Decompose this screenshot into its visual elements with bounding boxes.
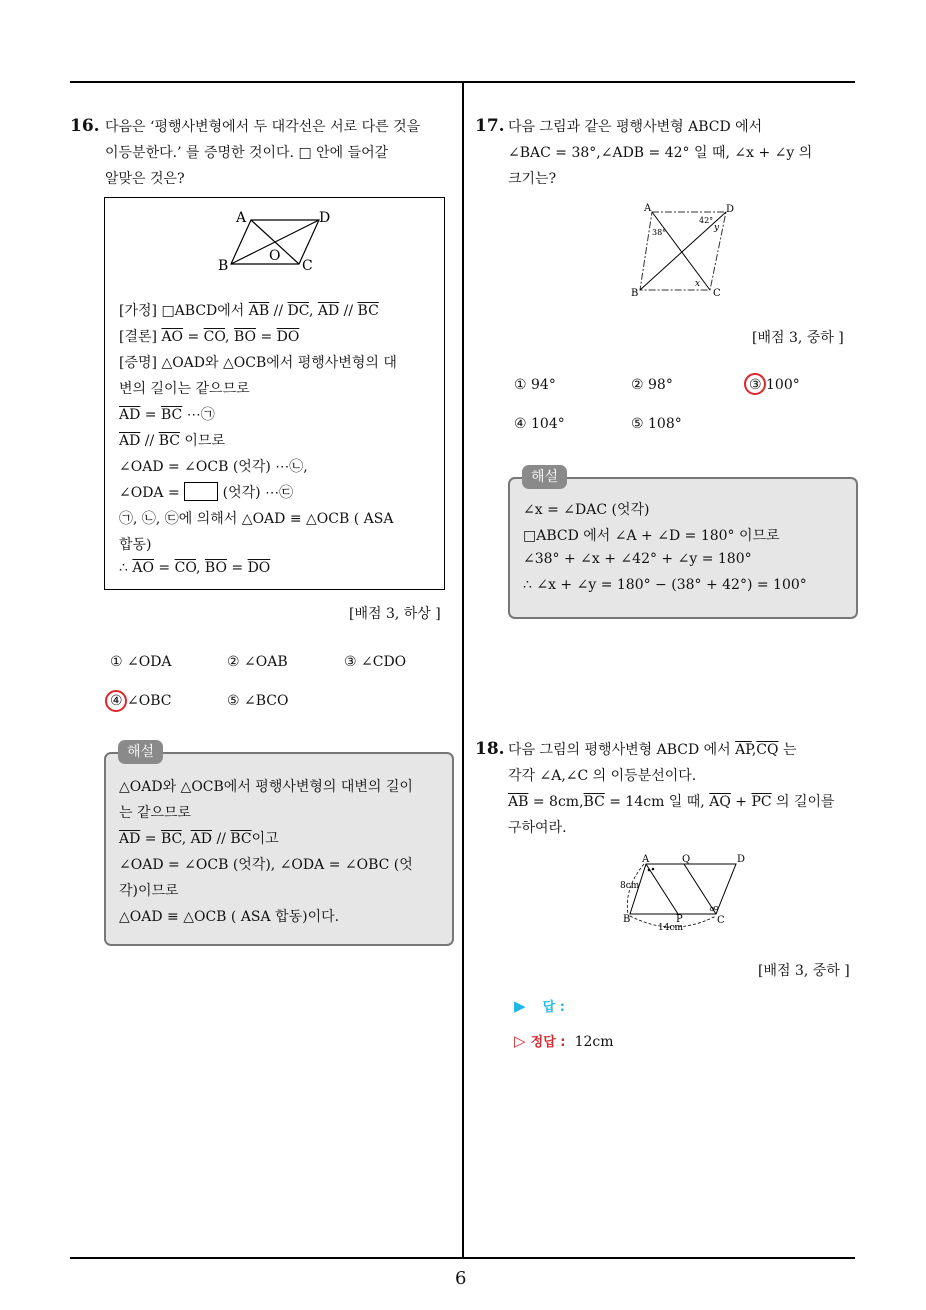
q17-stem (508, 114, 812, 192)
q17-choice-1[interactable]: ① 94° (514, 377, 556, 393)
q16-proof-step2: $\overline{AD} // \overline{BC}$ 이므로 (119, 433, 225, 449)
q16-proof-step4: ∠ODA = (엇각) ⋯㉢ (119, 482, 293, 502)
q18-label-D: D (737, 854, 746, 865)
q17-label-A: A (644, 203, 652, 214)
q18-correct-row (514, 1031, 614, 1050)
q17-angle-x: x (695, 279, 701, 289)
q16-sol-line6: △OAD ≡ △OCB ( ASA 합동)이다. (119, 909, 340, 925)
q18-line1: 다음 그림의 평행사변형 ABCD 에서 $\overline{AP},\overline{CQ}$ 는 (508, 742, 797, 758)
q16-proof-therefore: ∴ $\overline{AO} = \overline{CO}$, $\overline{BO} = \overline{DO}$ (119, 560, 271, 576)
q16-choice-5[interactable]: ⑤ ∠BCO (227, 693, 289, 709)
q18-score: [배점 3, 중하 ] (758, 963, 850, 979)
q17-choice-4[interactable]: ④ 104° (514, 416, 565, 432)
q16-proof-box (104, 197, 445, 590)
q17-solution-box (508, 477, 858, 619)
q16-label-A: A (236, 210, 247, 226)
q17-parallelogram-figure (628, 200, 748, 300)
q18-side-length: 8cm (620, 881, 640, 891)
q18-label-Q: Q (682, 854, 691, 865)
q18-label-B: B (623, 914, 631, 925)
q16-proof-step3: ∠OAD = ∠OCB (엇각) ⋯㉡, (119, 459, 308, 475)
q17-choice-3[interactable]: ③ 100° (749, 377, 800, 393)
q16-proof-step5: ㉠, ㉡, ㉢에 의해서 △OAD ≡ △OCB ( ASA (119, 511, 394, 527)
q18-stem (508, 737, 835, 841)
q17-line3: 크기는? (508, 171, 557, 187)
q16-line1: 다음은 ‘평행사변형에서 두 대각선은 서로 다른 것을 (105, 119, 421, 135)
q17-score: [배점 3, 중하 ] (752, 330, 844, 346)
q17-sol-line4: ∴ ∠x + ∠y = 180° − (38° + 42°) = 100° (523, 577, 807, 593)
q16-score: [배점 3, 하상 ] (349, 606, 441, 622)
q16-choice-4[interactable]: ④ ∠OBC (110, 693, 172, 709)
q18-label-A: A (642, 854, 650, 865)
q18-answer-label: 답 : (542, 1000, 565, 1015)
q16-conclusion: [결론] $\overline{AO} = \overline{CO}$, $\overline{BO} = \overline{DO}$ (119, 329, 300, 345)
q16-label-D: D (319, 210, 331, 226)
q17-angle-42: 42° (699, 216, 714, 225)
q17-sol-line2: □ABCD 에서 ∠A + ∠D = 180° 이므로 (523, 528, 780, 544)
q18-line3: $\overline{AB} = 8cm,\overline{BC} = 14cm$ 일 때, $\overline{AQ} + \overline{PC}$ 의 길이를 (508, 794, 835, 810)
q18-line2: 각각 ∠A,∠C 의 이등분선이다. (508, 768, 697, 784)
q18-base-length: 14cm (658, 923, 684, 933)
q18-correct-label: 정답 : (530, 1035, 566, 1050)
q16-choice-3[interactable]: ③ ∠CDO (344, 654, 407, 670)
q16-proof-2: 변의 길이는 같으므로 (119, 381, 250, 397)
bottom-rule (70, 1257, 855, 1259)
q16-answer-mark (105, 690, 127, 712)
q16-stem (105, 114, 420, 192)
q16-solution-tag: 해설 (118, 740, 163, 764)
q18-line4: 구하여라. (508, 820, 567, 836)
q18-label-C: C (717, 915, 725, 926)
q17-choice-2[interactable]: ② 98° (631, 377, 673, 393)
q16-sol-line1: △OAD와 △OCB에서 평행사변형의 대변의 길이 (119, 779, 413, 795)
q16-line2: 이등분한다.’ 를 증명한 것이다. □ 안에 들어갈 (105, 145, 389, 161)
q17-line1: 다음 그림과 같은 평행사변형 ABCD 에서 (508, 119, 763, 135)
q16-choice-2[interactable]: ② ∠OAB (227, 654, 288, 670)
q16-sol-line3: $\overline{AD} = \overline{BC}$, $\overline{AD} // \overline{BC}$이고 (119, 831, 279, 847)
q16-choice-1[interactable]: ① ∠ODA (110, 654, 172, 670)
q16-label-C: C (302, 258, 313, 274)
q17-angle-y: y (714, 223, 720, 233)
q17-label-B: B (631, 288, 639, 299)
q17-answer-mark (744, 373, 766, 395)
q16-assume: [가정] □ABCD에서 $\overline{AB} // \overline{DC}$, $\overline{AD} // \overline{BC}$ (119, 303, 379, 319)
page-number: 6 (455, 1268, 467, 1289)
q16-answer-blank (184, 482, 218, 501)
q17-label-C: C (713, 288, 721, 299)
q16-sol-line4: ∠OAD = ∠OCB (엇각), ∠ODA = ∠OBC (엇 (119, 857, 413, 873)
q18-parallelogram-figure (618, 848, 758, 936)
q17-number: 17. (475, 116, 505, 136)
q17-solution-tag: 해설 (522, 465, 567, 489)
q16-proof-1: [증명] △OAD와 △OCB에서 평행사변형의 대 (119, 355, 397, 371)
q18-number: 18. (475, 739, 505, 759)
q16-sol-line2: 는 같으므로 (119, 805, 192, 821)
q16-sol-line5: 각)이므로 (119, 883, 179, 899)
q16-label-B: B (218, 258, 229, 274)
q16-parallelogram-figure (215, 206, 335, 276)
arrow-icon: ▶ (514, 997, 526, 1015)
q16-label-O: O (269, 248, 281, 264)
q18-answer-row (514, 996, 565, 1015)
q16-proof-step1: $\overline{AD} = \overline{BC}$ ⋯㉠ (119, 407, 215, 423)
q17-angle-38: 38° (652, 228, 667, 237)
q17-line2: ∠BAC = 38°,∠ADB = 42° 일 때, ∠x + ∠y 의 (508, 145, 813, 161)
q18-label-P: P (676, 914, 683, 925)
q17-sol-line3: ∠38° + ∠x + ∠42° + ∠y = 180° (523, 551, 752, 567)
column-divider (462, 81, 464, 1259)
q16-proof-step6: 합동) (119, 537, 152, 553)
q17-label-D: D (726, 204, 735, 215)
q17-sol-line1: ∠x = ∠DAC (엇각) (523, 502, 650, 518)
q17-choice-5[interactable]: ⑤ 108° (631, 416, 682, 432)
q18-correct-value: 12cm (574, 1034, 614, 1050)
hollow-arrow-icon: ▷ (514, 1032, 526, 1050)
q16-solution-box (104, 752, 454, 946)
q16-number: 16. (70, 116, 100, 136)
q16-line3: 알맞은 것은? (105, 171, 185, 187)
